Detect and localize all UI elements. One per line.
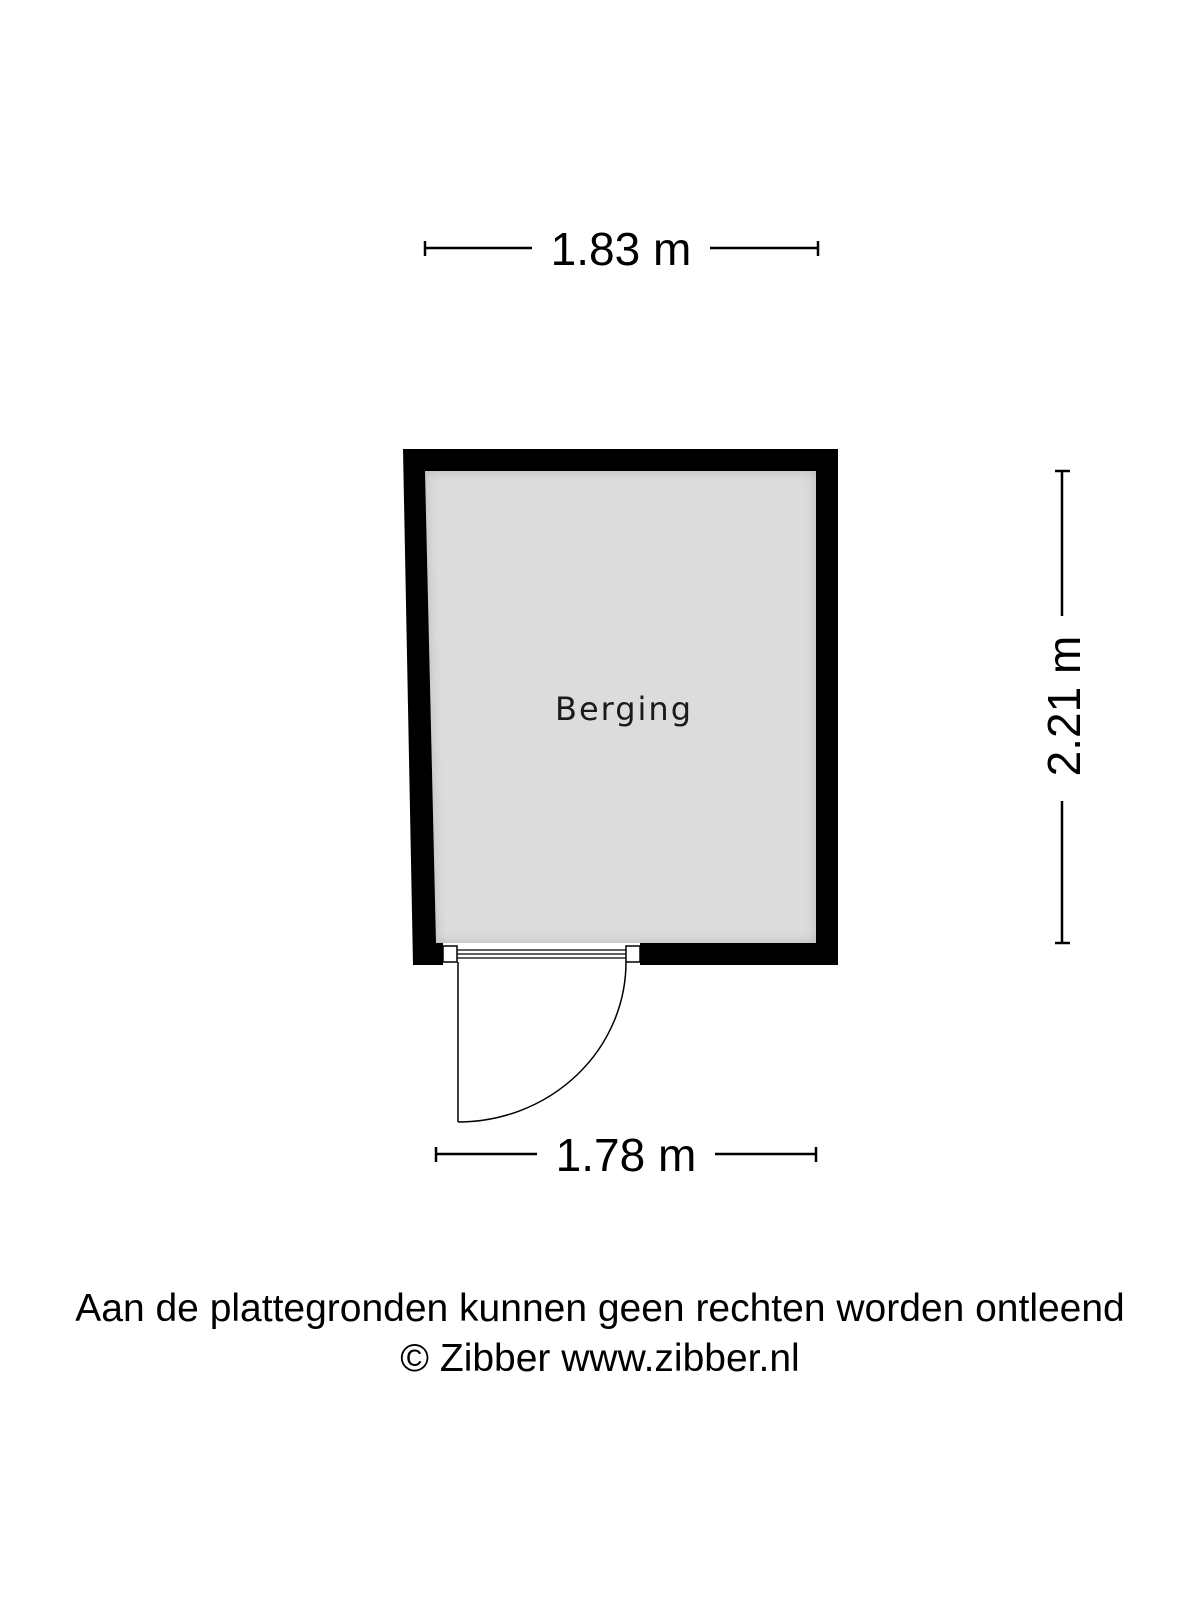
dimension-right-label: 2.21 m — [1038, 635, 1090, 777]
credit-text: © Zibber www.zibber.nl — [400, 1337, 800, 1380]
door — [443, 943, 640, 1122]
dimension-top — [425, 223, 818, 275]
dimension-bottom-label: 1.78 m — [555, 1129, 697, 1181]
dimension-right — [1038, 471, 1090, 943]
door-swing-arc — [458, 962, 626, 1122]
dimension-bottom — [436, 1129, 816, 1181]
disclaimer-text: Aan de plattegronden kunnen geen rechten worden ontleend — [75, 1287, 1125, 1330]
room-label: Berging — [554, 690, 694, 728]
dimension-top-label: 1.83 m — [550, 223, 692, 275]
